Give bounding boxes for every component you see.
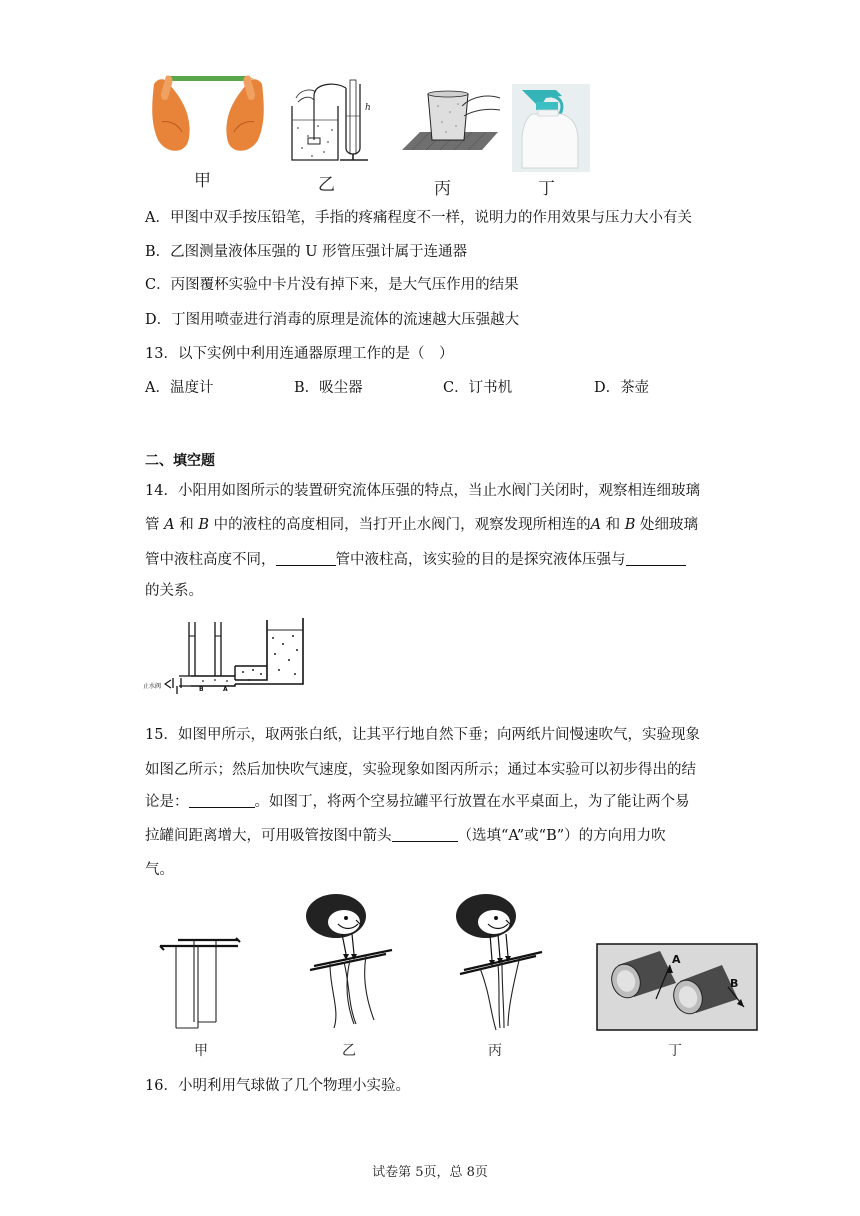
q15-line3: 论是： 。如图丁，将两个空易拉罐平行放置在水平桌面上，为了能让两个易 [145, 794, 690, 810]
q14-line4: 的关系。 [145, 583, 203, 599]
q15-arrow-b-label: B [730, 977, 739, 990]
q14-blank-2[interactable] [626, 551, 686, 566]
q14-tube-a-label: A [223, 686, 228, 693]
page-footer: 试卷第 5页，总 8页 [372, 1165, 488, 1180]
q13-option-a: A．温度计 [145, 380, 214, 396]
q15-fig-ding-cans [596, 943, 758, 1031]
q15-line2: 如图乙所示；然后加快吹气速度，实验现象如图丙所示；通过本实验可以初步得出的结 [145, 762, 696, 778]
q15-blank-2[interactable] [392, 827, 458, 842]
u-tube-h-label: h [365, 103, 371, 113]
q13-option-d: D．茶壶 [594, 380, 650, 396]
q15-fig-yi-slow-blow [300, 890, 400, 1034]
fig12-caption-ding: 丁 [538, 179, 555, 199]
q12-option-b: B．乙图测量液体压强的 U 形管压强计属于连通器 [145, 244, 468, 260]
q15-fig-jia-paper [158, 934, 242, 1034]
fig12-caption-yi: 乙 [318, 175, 335, 195]
q15-caption-bing: 丙 [488, 1043, 502, 1059]
q14-valve-label: 止水阀 [143, 683, 162, 690]
fig12-yi-u-tube-gauge [284, 76, 380, 164]
q15-line4: 拉罐间距离增大，可用吸管按图中箭头 （选填“A”或“B”）的方向用力吹 [145, 828, 666, 844]
q15-caption-jia: 甲 [194, 1043, 208, 1059]
q15-line5: 气。 [145, 862, 174, 878]
q14-tube-b-label: B [199, 686, 204, 693]
q14-line3: 管中液柱高度不同， 管中液柱高，该实验的目的是探究液体压强与 [145, 550, 686, 570]
q15-arrow-a-label: A [672, 953, 681, 966]
q12-option-a: A．甲图中双手按压铅笔，手指的疼痛程度不一样，说明力的作用效果与压力大小有关 [145, 210, 692, 226]
q15-fig-bing-fast-blow [450, 890, 550, 1034]
q13-option-b: B．吸尘器 [294, 380, 363, 396]
fig12-ding-spray-bottle [512, 84, 590, 172]
q15-caption-yi: 乙 [342, 1043, 356, 1059]
q12-option-c: C．丙图覆杯实验中卡片没有掉下来，是大气压作用的结果 [145, 277, 519, 293]
q14-blank-1[interactable] [276, 551, 336, 566]
q16-text: 16．小明利用气球做了几个物理小实验。 [145, 1078, 410, 1094]
fig12-bing-cup-card [398, 86, 502, 158]
q15-blank-1[interactable] [189, 793, 255, 808]
fig12-jia-pencil [148, 62, 268, 162]
q15-line1: 15．如图甲所示，取两张白纸，让其平行地自然下垂；向两纸片间慢速吹气，实验现象 [145, 727, 700, 743]
fig12-caption-bing: 丙 [434, 179, 451, 199]
q14-apparatus-figure [143, 614, 308, 696]
q14-line2: 管 A 和 B 中的液柱的高度相同，当打开止水阀门，观察发现所相连的A 和 B 处细玻璃 [145, 517, 699, 533]
section2-title: 二、填空题 [145, 453, 215, 469]
q12-option-d: D．丁图用喷壶进行消毒的原理是流体的流速越大压强越大 [145, 312, 520, 328]
q14-line1: 14．小阳用如图所示的装置研究流体压强的特点，当止水阀门关闭时，观察相连细玻璃 [145, 483, 700, 499]
fig12-caption-jia: 甲 [194, 171, 211, 191]
q15-caption-ding: 丁 [668, 1043, 682, 1059]
q13-option-c: C．订书机 [443, 380, 513, 396]
q13-stem: 13．以下实例中利用连通器原理工作的是（ ） [145, 346, 454, 362]
